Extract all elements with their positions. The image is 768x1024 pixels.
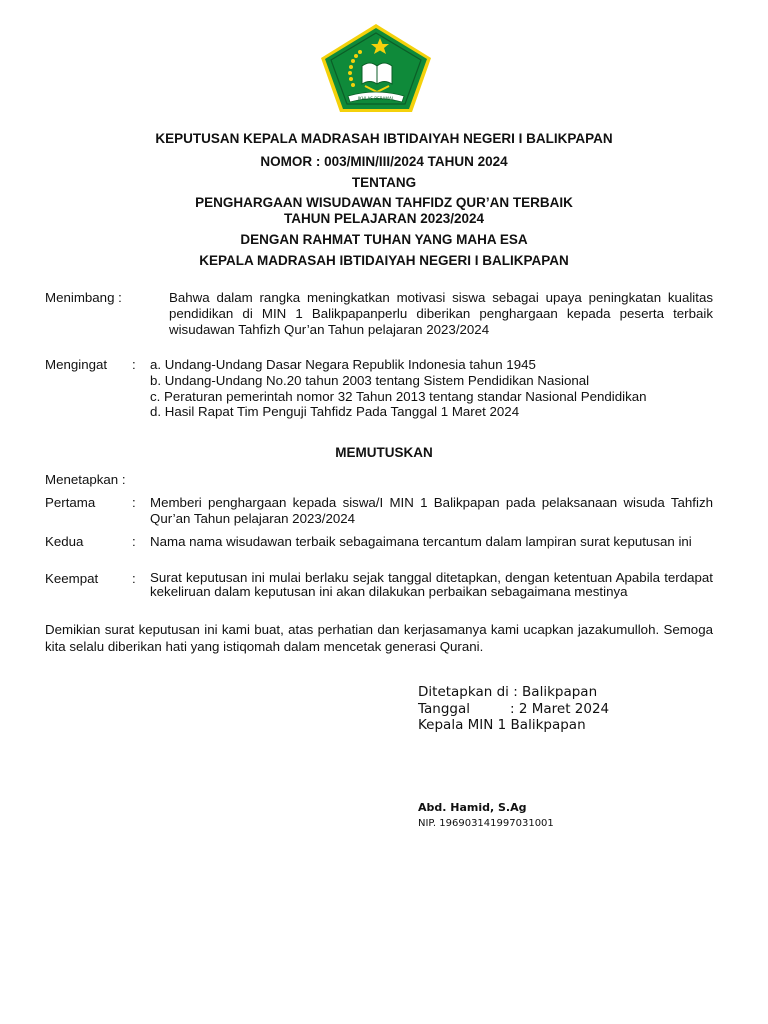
decision-text: Surat keputusan ini mulai berlaku sejak tanggal ditetapkan, dengan ketentuan Apabila terdapat kekeliruan dalam keputusan ini akan dilakukan perbaikan sebagaimana mestinya bbox=[150, 570, 713, 599]
closing-paragraph: Demikian surat keputusan ini kami buat, atas perhatian dan kerjasamanya kami ucapkan jazakumulloh. Semoga kita selalu diberikan hati yang istiqomah dalam mencetak generasi Qurani. bbox=[45, 622, 713, 654]
subject-line-2: TAHUN PELAJARAN 2023/2024 bbox=[283, 211, 485, 226]
list-item: a. Undang-Undang Dasar Negara Republik Indonesia tahun 1945 bbox=[150, 357, 536, 372]
signer-name: Abd. Hamid, S.Ag bbox=[418, 801, 527, 814]
mengingat-colon: : bbox=[132, 357, 136, 372]
signer-nip: NIP. 196903141997031001 bbox=[418, 818, 554, 829]
subject-line-1: PENGHARGAAN WISUDAWAN TAHFIDZ QUR’AN TERBAIK bbox=[195, 195, 573, 210]
decision-text: Memberi penghargaan kepada siswa/I MIN 1 Balikpapan pada pelaksanaan wisuda Tahfizh Qur’an Tahun pelajaran 2023/2024 bbox=[150, 495, 713, 526]
ministry-logo-icon bbox=[318, 22, 434, 114]
decree-number: NOMOR : 003/MIN/III/2024 TAHUN 2024 bbox=[260, 154, 508, 169]
date-label: Tanggal bbox=[418, 700, 471, 717]
list-item: d. Hasil Rapat Tim Penguji Tahfidz Pada Tanggal 1 Maret 2024 bbox=[150, 404, 520, 420]
decree-about: TENTANG bbox=[351, 175, 417, 190]
decree-blessing: DENGAN RAHMAT TUHAN YANG MAHA ESA bbox=[240, 232, 528, 247]
logo-caption: IKHLAS BERAMAL bbox=[357, 96, 395, 101]
place-label: Ditetapkan di bbox=[418, 684, 509, 700]
menimbang-text: Bahwa dalam rangka meningkatkan motivasi siswa sebagai upaya peningkatan kualitas pendidikan di MIN 1 Balikpapanperlu diberikan penghargaan kepada peserta terbaik wisudawan Tahfizh Qur’an Tahun pelajaran 2023/2024 bbox=[169, 290, 713, 337]
mengingat-list bbox=[150, 357, 713, 420]
decree-authority: KEPALA MADRASAH IBTIDAIYAH NEGERI I BALIKPAPAN bbox=[199, 253, 569, 268]
mengingat-label: Mengingat bbox=[45, 357, 108, 372]
menimbang-label: Menimbang : bbox=[45, 290, 122, 305]
memutuskan-heading: MEMUTUSKAN bbox=[335, 445, 433, 460]
signature-block bbox=[418, 684, 609, 734]
date-value: : 2 Maret 2024 bbox=[510, 700, 610, 717]
menetapkan-label: Menetapkan : bbox=[45, 472, 126, 487]
signer-position: Kepala MIN 1 Balikpapan bbox=[418, 717, 586, 733]
list-item: b. Undang-Undang No.20 tahun 2003 tentang Sistem Pendidikan Nasional bbox=[150, 372, 590, 388]
decision-pertama: Pertama : Memberi penghargaan kepada siswa/I MIN 1 Balikpapan pada pelaksanaan wisuda Tahfizh Qur’an Tahun pelajaran 2023/2024 bbox=[45, 495, 713, 526]
decision-text: Nama nama wisudawan terbaik sebagaimana tercantum dalam lampiran surat keputusan ini bbox=[150, 534, 692, 549]
mengingat-section bbox=[45, 357, 713, 429]
list-item: c. Peraturan pemerintah nomor 32 Tahun 2013 tentang standar Nasional Pendidikan bbox=[150, 388, 647, 404]
menimbang-section bbox=[45, 290, 713, 340]
decree-subject bbox=[0, 195, 768, 227]
decision-keempat: Keempat : Surat keputusan ini mulai berlaku sejak tanggal ditetapkan, dengan ketentuan Apabila terdapat kekeliruan dalam keputusan ini akan dilakukan perbaikan sebagaimana mestinya bbox=[45, 570, 713, 599]
place-value: : Balikpapan bbox=[513, 684, 598, 700]
date-line bbox=[418, 701, 609, 718]
decree-title: KEPUTUSAN KEPALA MADRASAH IBTIDAIYAH NEGERI I BALIKPAPAN bbox=[155, 131, 613, 146]
decision-kedua: Kedua : Nama nama wisudawan terbaik sebagaimana tercantum dalam lampiran surat keputusan ini bbox=[45, 534, 713, 568]
place-line bbox=[418, 684, 609, 701]
